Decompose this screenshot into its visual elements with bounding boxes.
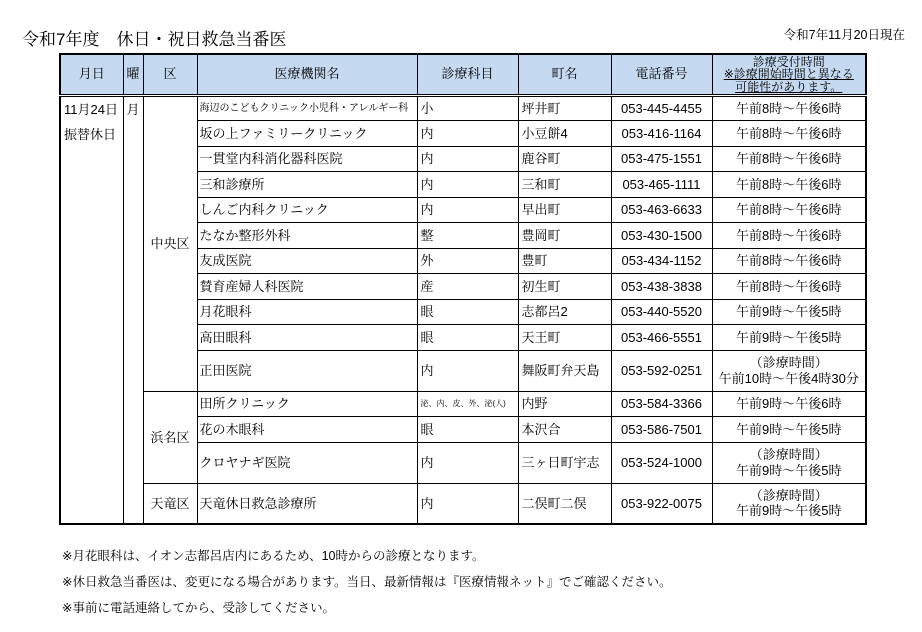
phone-number: 053-475-1551	[611, 146, 712, 172]
header-date: 月日	[60, 54, 123, 95]
hours-line: 午前9時～午後5時	[736, 329, 842, 345]
header-phone: 電話番号	[611, 54, 712, 95]
phone-number: 053-438-3838	[611, 274, 712, 300]
department-cell: 内	[417, 121, 518, 147]
footnote: ※休日救急当番医は、変更になる場合があります。当日、最新情報は『医療情報ネット』でご確認ください。	[62, 575, 672, 589]
department-cell: 眼	[417, 325, 518, 351]
header-hours-title: 診療受付時間	[752, 54, 825, 69]
department-cell: 泌、内、皮、外、泌(人)	[417, 391, 518, 417]
table-row	[60, 391, 866, 417]
hours-line: 午前8時～午後6時	[736, 278, 842, 294]
date-text: 11月24日	[64, 101, 118, 117]
department-cell: 内	[417, 483, 518, 524]
hours-line: （診療時間）	[749, 355, 828, 370]
ward-name: 天竜区	[150, 495, 190, 511]
facility-name: 海辺のこどもクリニック小児科・アレルギー科	[197, 95, 417, 121]
facility-name: 天竜休日救急診療所	[197, 483, 417, 524]
phone-number: 053-430-1500	[611, 223, 712, 249]
department-cell: 眼	[417, 299, 518, 325]
hours-line: 午前10時～午後4時30分	[718, 370, 859, 386]
phone-number: 053-434-1152	[611, 248, 712, 274]
town-cell: 志都呂2	[518, 299, 611, 325]
department-cell: 眼	[417, 417, 518, 443]
department-cell: 産	[417, 274, 518, 300]
hours-line: 午前9時～午後5時	[736, 462, 842, 478]
hours-cell	[712, 417, 866, 443]
facility-name: 正田医院	[197, 350, 417, 391]
phone-number: 053-586-7501	[611, 417, 712, 443]
footnote: ※月花眼科は、イオン志都呂店内にあるため、10時からの診療となります。	[62, 549, 485, 563]
phone-number: 053-465-1111	[611, 172, 712, 198]
hours-line: 午前8時～午後6時	[736, 202, 842, 217]
phone-number: 053-440-5520	[611, 299, 712, 325]
town-cell: 豊岡町	[518, 223, 611, 249]
hours-line: 午前8時～午後6時	[736, 125, 842, 141]
facility-name: 月花眼科	[197, 299, 417, 325]
weekday-cell	[123, 95, 143, 524]
town-cell: 舞阪町弁天島	[518, 350, 611, 391]
town-cell: 坪井町	[518, 95, 611, 121]
hours-cell	[712, 248, 866, 274]
department-cell: 内	[417, 197, 518, 223]
hours-cell	[712, 172, 866, 198]
phone-number: 053-463-6633	[611, 197, 712, 223]
hours-line: 午前8時～午後6時	[736, 151, 842, 166]
ward-cell	[143, 95, 197, 391]
department-cell: 整	[417, 223, 518, 249]
phone-number: 053-922-0075	[611, 483, 712, 524]
town-cell: 早出町	[518, 197, 611, 223]
ward-cell	[143, 483, 197, 524]
town-cell: 三和町	[518, 172, 611, 198]
facility-name: 田所クリニック	[197, 391, 417, 417]
header-hours-note: 可能性があります。	[735, 79, 843, 94]
facility-name: 友成医院	[197, 248, 417, 274]
header-hours	[712, 54, 866, 95]
facility-name: 高田眼科	[197, 325, 417, 351]
facility-name: 三和診療所	[197, 172, 417, 198]
hours-line: 午前9時～午後5時	[736, 304, 842, 319]
table-body	[60, 95, 866, 524]
holiday-label: 振替休日	[64, 127, 117, 142]
hours-cell	[712, 95, 866, 121]
phone-number: 053-592-0251	[611, 350, 712, 391]
ward-name: 浜名区	[150, 429, 190, 445]
phone-number: 053-445-4455	[611, 95, 712, 121]
ward-cell	[143, 391, 197, 483]
phone-number: 053-466-5551	[611, 325, 712, 351]
facility-name: たなか整形外科	[197, 223, 417, 249]
hours-line: 午前9時～午後5時	[736, 421, 842, 437]
date-cell	[60, 95, 123, 524]
town-cell: 小豆餅4	[518, 121, 611, 147]
footnote: ※事前に電話連絡してから、受診してください。	[62, 601, 335, 615]
table-row	[60, 95, 866, 121]
department-cell: 外	[417, 248, 518, 274]
table-header	[60, 54, 866, 95]
town-cell: 天王町	[518, 325, 611, 351]
hours-cell	[712, 146, 866, 172]
header-weekday: 曜	[123, 54, 143, 95]
header-ward: 区	[143, 54, 197, 95]
department-cell: 内	[417, 146, 518, 172]
department-cell: 内	[417, 442, 518, 483]
hours-cell	[712, 223, 866, 249]
page-title: 令和7年度 休日・祝日救急当番医	[22, 30, 287, 49]
phone-number: 053-584-3366	[611, 391, 712, 417]
town-cell: 初生町	[518, 274, 611, 300]
header-hours-note: ※診療開始時間と異なる	[723, 67, 854, 81]
hours-cell	[712, 274, 866, 300]
hours-line: 午前8時～午後6時	[736, 227, 842, 243]
facility-name: 花の木眼科	[197, 417, 417, 443]
hours-line: （診療時間）	[749, 487, 828, 503]
table-row	[60, 483, 866, 524]
hours-cell	[712, 350, 866, 391]
header-row	[60, 54, 866, 95]
hours-cell	[712, 299, 866, 325]
as-of-date: 令和7年11月20日現在	[783, 28, 905, 42]
department-cell: 小	[417, 95, 518, 121]
hours-line: 午前8時～午後6時	[736, 100, 842, 116]
hours-cell	[712, 121, 866, 147]
footnotes	[62, 543, 671, 621]
facility-name: 賛育産婦人科医院	[197, 274, 417, 300]
town-cell: 豊町	[518, 248, 611, 274]
town-cell: 二俣町二俣	[518, 483, 611, 524]
facility-name: しんご内科クリニック	[197, 197, 417, 223]
hours-cell	[712, 483, 866, 524]
duty-doctor-table	[59, 53, 867, 525]
hours-cell	[712, 391, 866, 417]
facility-name: 坂の上ファミリークリニック	[197, 121, 417, 147]
town-cell: 鹿谷町	[518, 146, 611, 172]
header-department: 診療科目	[417, 54, 518, 95]
department-cell: 内	[417, 172, 518, 198]
hours-line: 午前8時～午後6時	[736, 253, 842, 268]
hours-line: （診療時間）	[749, 447, 828, 462]
town-cell: 内野	[518, 391, 611, 417]
hours-line: 午前8時～午後6時	[736, 176, 842, 192]
town-cell: 本沢合	[518, 417, 611, 443]
weekday-text: 月	[126, 101, 140, 117]
hours-line: 午前9時～午後5時	[736, 503, 842, 519]
town-cell: 三ヶ日町宇志	[518, 442, 611, 483]
hours-cell	[712, 442, 866, 483]
hours-cell	[712, 325, 866, 351]
phone-number: 053-524-1000	[611, 442, 712, 483]
facility-name: 一貫堂内科消化器科医院	[197, 146, 417, 172]
department-cell: 内	[417, 350, 518, 391]
hours-line: 午前9時～午後6時	[736, 396, 842, 411]
hours-cell	[712, 197, 866, 223]
phone-number: 053-416-1164	[611, 121, 712, 147]
header-facility: 医療機関名	[197, 54, 417, 95]
ward-name: 中央区	[150, 236, 190, 251]
header-town: 町名	[518, 54, 611, 95]
facility-name: クロヤナギ医院	[197, 442, 417, 483]
